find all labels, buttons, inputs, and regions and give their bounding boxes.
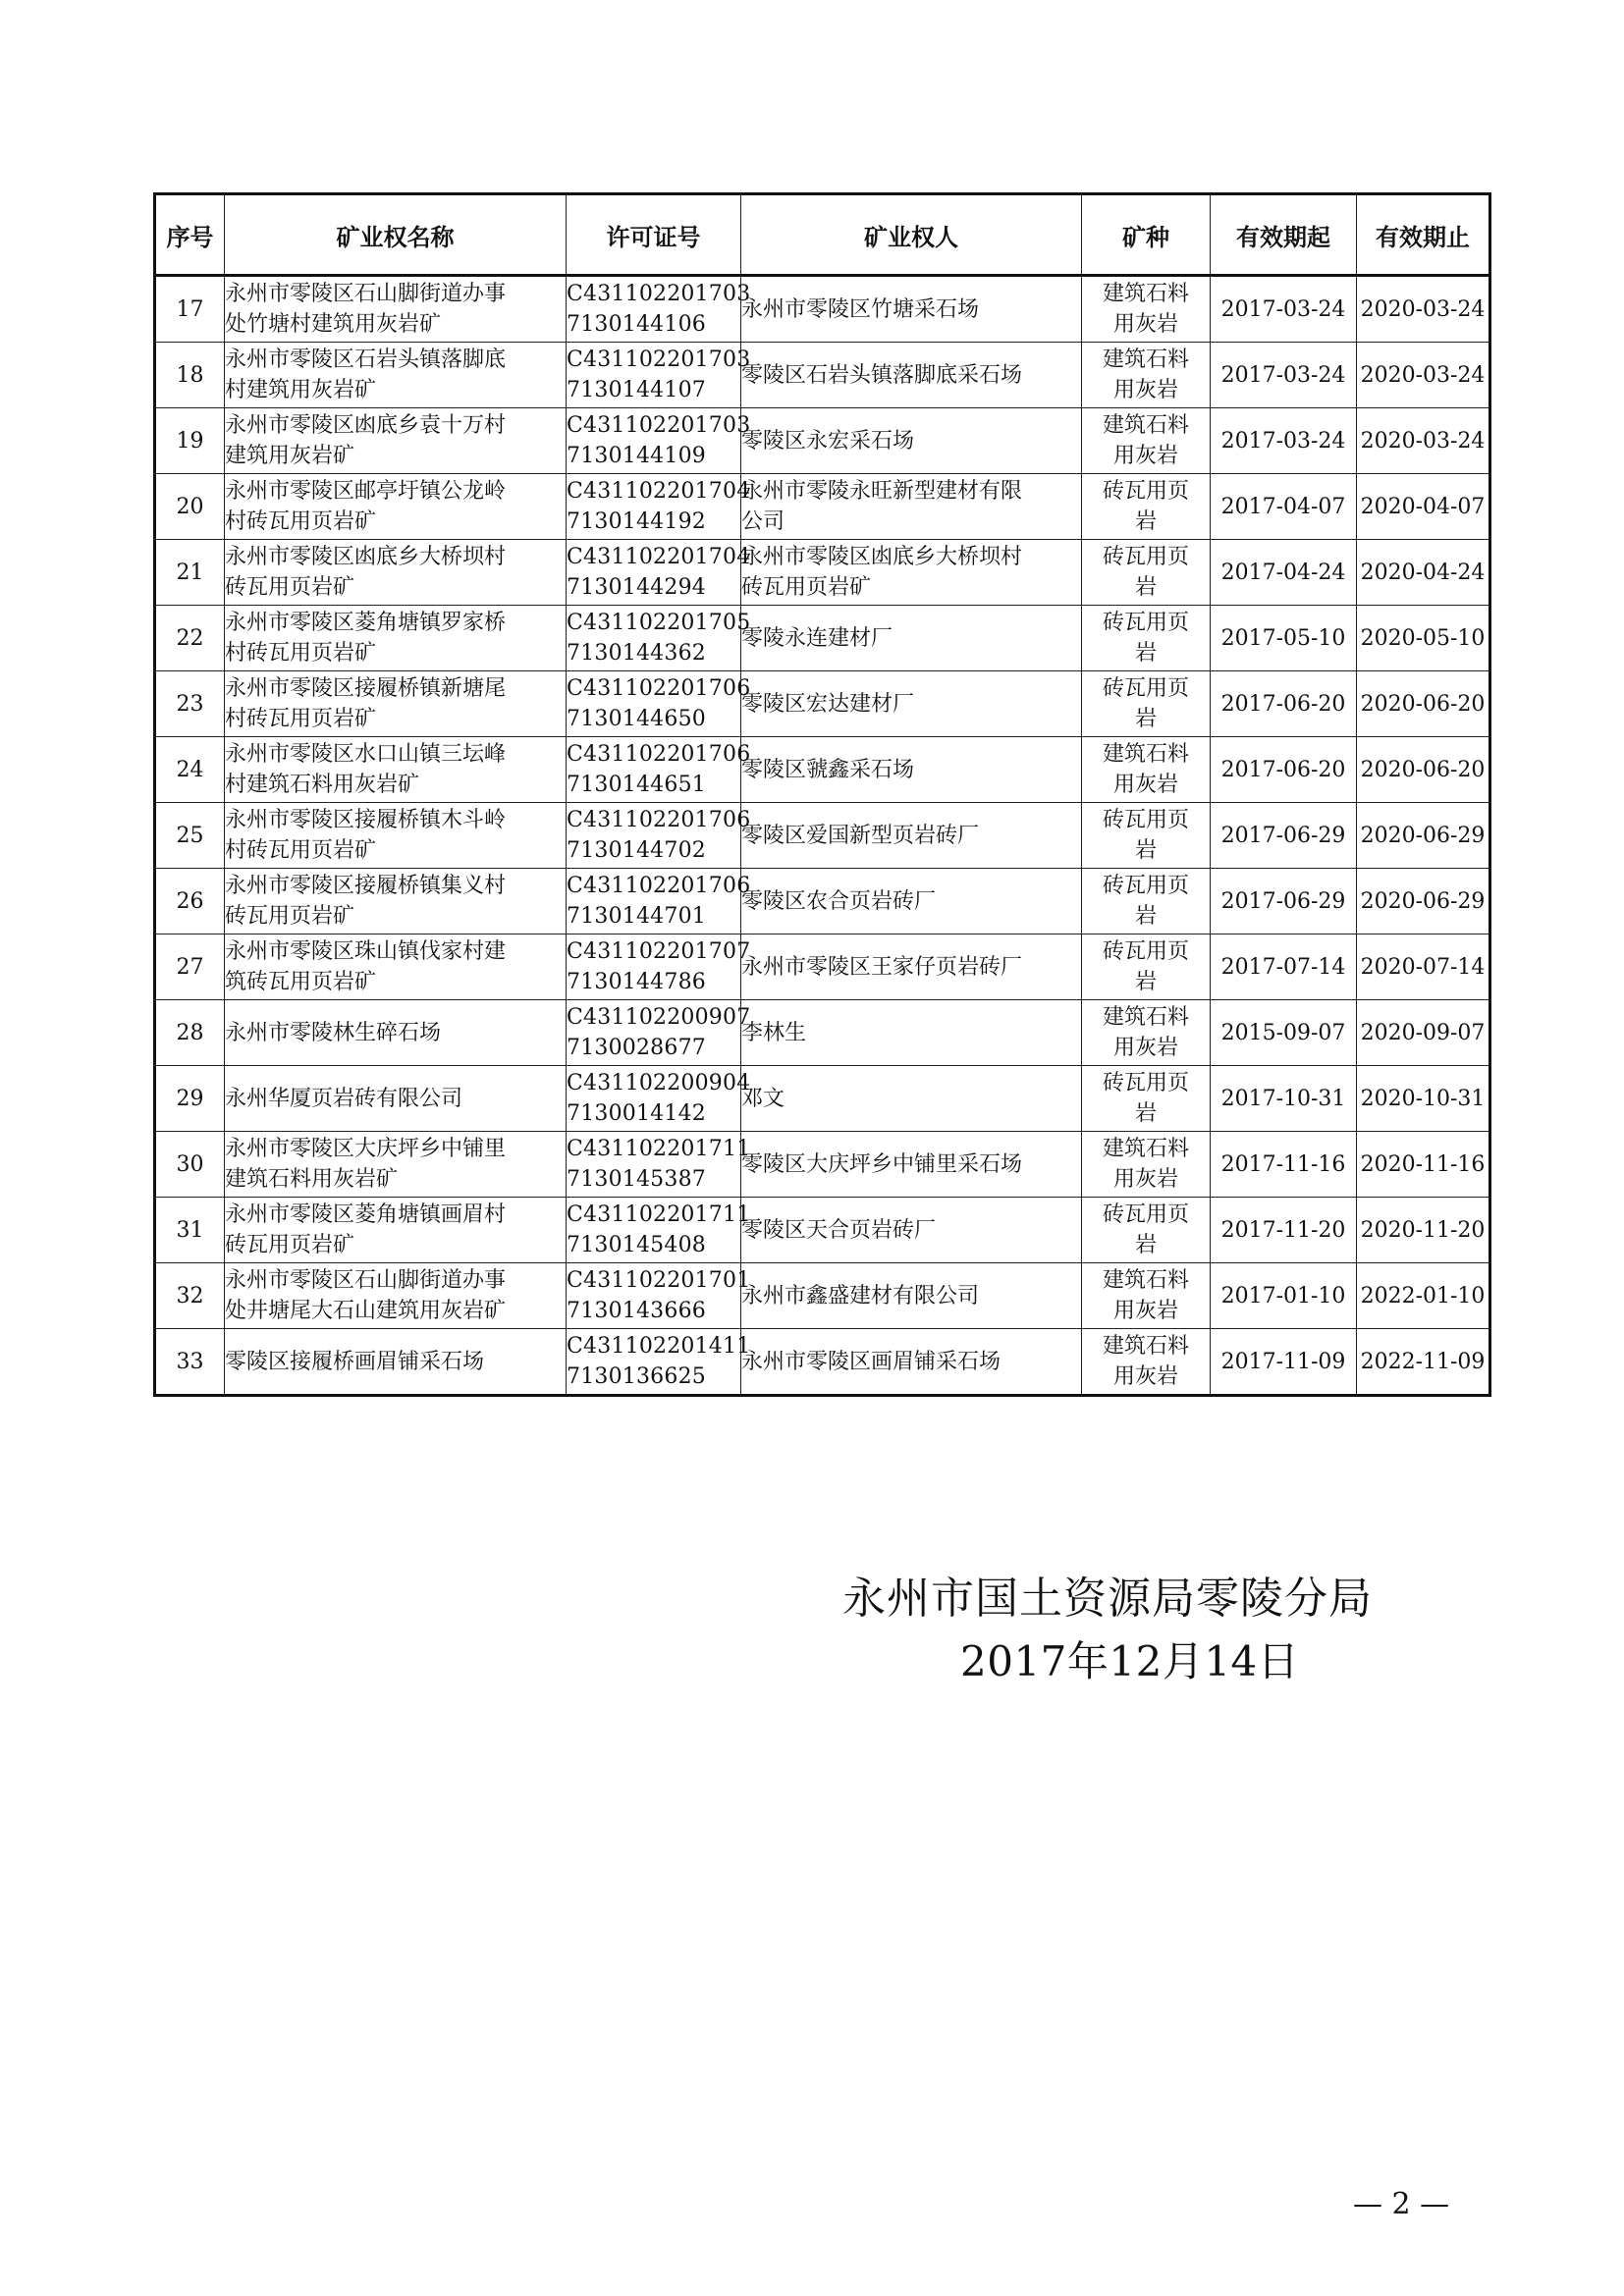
cell-mineral-line: 建筑石料 xyxy=(1102,413,1189,438)
cell-right-name xyxy=(225,934,567,1000)
cell-right-name-line: 永州市零陵区凼底乡大桥坝村 xyxy=(225,545,507,569)
cell-right-name-line: 永州市零陵区石山脚街道办事 xyxy=(225,282,507,306)
cell-license-no-line: 7130144107 xyxy=(567,378,706,402)
cell-mineral-line: 用灰岩 xyxy=(1112,773,1178,797)
cell-license-no-line: 7130144650 xyxy=(567,707,706,731)
cell-right-name xyxy=(225,1263,567,1329)
cell-valid-from: 2017-03-24 xyxy=(1211,408,1357,474)
cell-right-name-line: 村砖瓦用页岩矿 xyxy=(225,707,377,731)
cell-serial: 18 xyxy=(155,343,225,408)
cell-holder-line: 零陵区宏达建材厂 xyxy=(741,691,915,717)
cell-right-name xyxy=(225,869,567,934)
table-row xyxy=(155,671,1490,737)
table-row xyxy=(155,1198,1490,1263)
cell-right-name-line: 处井塘尾大石山建筑用灰岩矿 xyxy=(225,1299,507,1323)
cell-serial: 31 xyxy=(155,1198,225,1263)
table-row xyxy=(155,737,1490,803)
cell-holder xyxy=(741,606,1082,671)
cell-valid-to: 2020-04-24 xyxy=(1357,540,1490,606)
cell-license-no-line: C431102200907 xyxy=(567,1005,751,1030)
cell-mineral xyxy=(1082,606,1211,671)
cell-mineral xyxy=(1082,1000,1211,1066)
cell-license-no-line: 7130144192 xyxy=(567,509,706,534)
cell-mineral xyxy=(1082,671,1211,737)
cell-mineral-line: 砖瓦用页 xyxy=(1102,545,1189,569)
cell-holder xyxy=(741,1198,1082,1263)
cell-holder-line: 零陵区爱国新型页岩砖厂 xyxy=(741,823,980,848)
cell-holder xyxy=(741,1000,1082,1066)
cell-mineral-line: 岩 xyxy=(1134,509,1157,534)
cell-license-no-line: C431102201706 xyxy=(567,676,751,701)
cell-mineral-line: 建筑石料 xyxy=(1102,742,1189,767)
cell-serial: 17 xyxy=(155,276,225,343)
cell-mineral xyxy=(1082,343,1211,408)
cell-license-no-line: C431102201703 xyxy=(567,413,751,438)
cell-holder-line: 砖瓦用页岩矿 xyxy=(741,575,872,600)
cell-license-no-line: 7130144362 xyxy=(567,641,706,666)
cell-mineral xyxy=(1082,934,1211,1000)
cell-license-no xyxy=(567,737,751,803)
table-row xyxy=(155,276,1490,343)
cell-mineral xyxy=(1082,1329,1211,1396)
cell-license-no-line: C431102201704 xyxy=(567,479,751,504)
cell-license-no xyxy=(567,606,751,671)
cell-valid-to: 2020-05-10 xyxy=(1357,606,1490,671)
cell-right-name xyxy=(225,1132,567,1198)
cell-holder-line: 永州市零陵区竹塘采石场 xyxy=(741,296,980,322)
cell-license-no-line: 7130144701 xyxy=(567,904,706,929)
cell-right-name-line: 永州市零陵区石山脚街道办事 xyxy=(225,1268,507,1293)
cell-mineral-line: 岩 xyxy=(1134,575,1157,600)
cell-license-no-line: C431102201711 xyxy=(567,1137,751,1161)
cell-license-no-line: 7130014142 xyxy=(567,1101,706,1126)
cell-mineral-line: 建筑石料 xyxy=(1102,1334,1189,1359)
table-row xyxy=(155,540,1490,606)
cell-license-no xyxy=(567,1000,751,1066)
cell-valid-from: 2017-10-31 xyxy=(1211,1066,1357,1132)
cell-valid-from: 2015-09-07 xyxy=(1211,1000,1357,1066)
cell-license-no-line: C431102201706 xyxy=(567,742,751,767)
cell-valid-to: 2020-10-31 xyxy=(1357,1066,1490,1132)
cell-mineral xyxy=(1082,540,1211,606)
cell-right-name-line: 砖瓦用页岩矿 xyxy=(225,1233,355,1257)
cell-holder-line: 李林生 xyxy=(741,1020,807,1045)
table-row xyxy=(155,803,1490,869)
cell-serial: 22 xyxy=(155,606,225,671)
cell-license-no xyxy=(567,343,751,408)
cell-license-no xyxy=(567,1329,751,1396)
cell-mineral-line: 砖瓦用页 xyxy=(1102,676,1189,701)
cell-right-name-line: 砖瓦用页岩矿 xyxy=(225,904,355,929)
cell-right-name-line: 建筑用灰岩矿 xyxy=(225,444,355,468)
cell-mineral-line: 用灰岩 xyxy=(1112,1036,1178,1060)
cell-mineral xyxy=(1082,408,1211,474)
cell-holder xyxy=(741,934,1082,1000)
cell-mineral xyxy=(1082,737,1211,803)
cell-holder xyxy=(741,1329,1082,1396)
cell-valid-from: 2017-03-24 xyxy=(1211,343,1357,408)
cell-license-no-line: 7130143666 xyxy=(567,1299,706,1323)
cell-holder-line: 永州市零陵区凼底乡大桥坝村 xyxy=(741,545,1023,569)
cell-valid-from: 2017-11-20 xyxy=(1211,1198,1357,1263)
cell-valid-to: 2022-01-10 xyxy=(1357,1263,1490,1329)
cell-license-no-line: 7130144106 xyxy=(567,312,706,337)
header-license-no: 许可证号 xyxy=(567,194,741,276)
cell-right-name-line: 砖瓦用页岩矿 xyxy=(225,575,355,600)
cell-holder xyxy=(741,737,1082,803)
cell-holder-line: 永州市零陵永旺新型建材有限 xyxy=(741,479,1023,504)
cell-holder xyxy=(741,474,1082,540)
cell-mineral-line: 用灰岩 xyxy=(1112,1167,1178,1192)
table-row xyxy=(155,869,1490,934)
cell-valid-to: 2020-06-20 xyxy=(1357,737,1490,803)
cell-license-no xyxy=(567,934,751,1000)
cell-right-name-line: 村砖瓦用页岩矿 xyxy=(225,641,377,666)
cell-license-no xyxy=(567,408,751,474)
cell-mineral-line: 用灰岩 xyxy=(1112,1299,1178,1323)
cell-right-name-line: 永州华厦页岩砖有限公司 xyxy=(225,1086,463,1111)
cell-holder-line: 永州市零陵区王家仔页岩砖厂 xyxy=(741,954,1023,980)
cell-valid-to: 2020-03-24 xyxy=(1357,276,1490,343)
cell-license-no-line: C431102201705 xyxy=(567,611,751,635)
cell-holder-line: 零陵区虢鑫采石场 xyxy=(741,757,915,782)
cell-right-name-line: 永州市零陵区大庆坪乡中铺里 xyxy=(225,1137,507,1161)
cell-valid-from: 2017-06-29 xyxy=(1211,803,1357,869)
issuing-organization: 永州市国土资源局零陵分局 xyxy=(842,1574,1373,1624)
cell-holder-line: 零陵区天合页岩砖厂 xyxy=(741,1217,937,1243)
cell-right-name-line: 永州市零陵区接履桥镇新塘尾 xyxy=(225,676,507,701)
cell-mineral xyxy=(1082,1066,1211,1132)
cell-license-no-line: 7130144294 xyxy=(567,575,706,600)
cell-right-name-line: 村建筑石料用灰岩矿 xyxy=(225,773,420,797)
table-body xyxy=(155,276,1490,1396)
cell-right-name xyxy=(225,606,567,671)
cell-license-no xyxy=(567,1066,751,1132)
cell-mineral-line: 砖瓦用页 xyxy=(1102,874,1189,898)
cell-mineral-line: 建筑石料 xyxy=(1102,1268,1189,1293)
cell-holder-line: 零陵区农合页岩砖厂 xyxy=(741,888,937,914)
cell-holder xyxy=(741,276,1082,343)
cell-right-name xyxy=(225,1198,567,1263)
cell-license-no xyxy=(567,1132,751,1198)
cell-license-no-line: 7130145387 xyxy=(567,1167,706,1192)
cell-serial: 20 xyxy=(155,474,225,540)
cell-holder xyxy=(741,540,1082,606)
cell-valid-from: 2017-06-29 xyxy=(1211,869,1357,934)
cell-license-no xyxy=(567,803,751,869)
cell-mineral-line: 用灰岩 xyxy=(1112,378,1178,402)
cell-valid-to: 2020-04-07 xyxy=(1357,474,1490,540)
cell-right-name-line: 村砖瓦用页岩矿 xyxy=(225,509,377,534)
cell-license-no-line: C431102201706 xyxy=(567,808,751,832)
cell-valid-to: 2020-06-29 xyxy=(1357,869,1490,934)
cell-mineral-line: 岩 xyxy=(1134,641,1157,666)
cell-mineral-line: 建筑石料 xyxy=(1102,282,1189,306)
cell-valid-from: 2017-04-24 xyxy=(1211,540,1357,606)
cell-valid-to: 2020-07-14 xyxy=(1357,934,1490,1000)
table-row xyxy=(155,408,1490,474)
cell-holder-line: 公司 xyxy=(741,509,785,534)
cell-license-no-line: 7130144702 xyxy=(567,838,706,863)
cell-license-no-line: C431102201711 xyxy=(567,1202,751,1227)
cell-valid-to: 2022-11-09 xyxy=(1357,1329,1490,1396)
cell-holder-line: 邓文 xyxy=(741,1086,785,1111)
issue-date: 2017年12月14日 xyxy=(960,1637,1300,1685)
table-row xyxy=(155,606,1490,671)
cell-mineral xyxy=(1082,474,1211,540)
cell-license-no-line: 7130136625 xyxy=(567,1364,706,1389)
table-row xyxy=(155,343,1490,408)
mining-rights-table xyxy=(153,192,1491,1397)
cell-valid-to: 2020-06-20 xyxy=(1357,671,1490,737)
cell-valid-from: 2017-05-10 xyxy=(1211,606,1357,671)
cell-serial: 25 xyxy=(155,803,225,869)
cell-serial: 21 xyxy=(155,540,225,606)
cell-serial: 32 xyxy=(155,1263,225,1329)
cell-mineral xyxy=(1082,1132,1211,1198)
cell-license-no-line: C431102201703 xyxy=(567,282,751,306)
cell-mineral-line: 用灰岩 xyxy=(1112,312,1178,337)
cell-right-name xyxy=(225,474,567,540)
cell-license-no-line: C431102201706 xyxy=(567,874,751,898)
cell-right-name-line: 永州市零陵区接履桥镇集义村 xyxy=(225,874,507,898)
page-number: — 2 — xyxy=(1353,2187,1450,2221)
cell-holder-line: 零陵区永宏采石场 xyxy=(741,428,915,454)
header-right-name: 矿业权名称 xyxy=(225,194,567,276)
table-row xyxy=(155,1263,1490,1329)
cell-holder-line: 永州市零陵区画眉铺采石场 xyxy=(741,1349,1001,1374)
cell-serial: 29 xyxy=(155,1066,225,1132)
cell-mineral-line: 岩 xyxy=(1134,904,1157,929)
table-header-row xyxy=(155,194,1490,276)
cell-mineral-line: 砖瓦用页 xyxy=(1102,1071,1189,1095)
cell-right-name-line: 永州市零陵区接履桥镇木斗岭 xyxy=(225,808,507,832)
cell-right-name xyxy=(225,1329,567,1396)
cell-mineral-line: 砖瓦用页 xyxy=(1102,808,1189,832)
cell-holder xyxy=(741,408,1082,474)
table-row xyxy=(155,1329,1490,1396)
cell-mineral xyxy=(1082,276,1211,343)
cell-right-name xyxy=(225,540,567,606)
cell-license-no xyxy=(567,540,751,606)
table-row xyxy=(155,934,1490,1000)
cell-mineral-line: 用灰岩 xyxy=(1112,1364,1178,1389)
cell-license-no xyxy=(567,474,751,540)
cell-serial: 23 xyxy=(155,671,225,737)
cell-holder xyxy=(741,1263,1082,1329)
cell-valid-from: 2017-01-10 xyxy=(1211,1263,1357,1329)
header-valid-from: 有效期起 xyxy=(1211,194,1357,276)
cell-mineral xyxy=(1082,1198,1211,1263)
cell-valid-to: 2020-11-20 xyxy=(1357,1198,1490,1263)
cell-mineral-line: 砖瓦用页 xyxy=(1102,611,1189,635)
cell-right-name xyxy=(225,343,567,408)
cell-right-name xyxy=(225,1000,567,1066)
header-serial: 序号 xyxy=(155,194,225,276)
cell-valid-to: 2020-06-29 xyxy=(1357,803,1490,869)
cell-right-name xyxy=(225,408,567,474)
cell-serial: 19 xyxy=(155,408,225,474)
cell-holder xyxy=(741,671,1082,737)
cell-license-no-line: C431102201411 xyxy=(567,1334,751,1359)
header-mineral: 矿种 xyxy=(1082,194,1211,276)
header-holder: 矿业权人 xyxy=(741,194,1082,276)
cell-mineral xyxy=(1082,869,1211,934)
cell-right-name xyxy=(225,671,567,737)
cell-license-no-line: C431102201707 xyxy=(567,939,751,964)
cell-license-no xyxy=(567,671,751,737)
cell-license-no-line: C431102200904 xyxy=(567,1071,751,1095)
cell-right-name-line: 永州市零陵区石岩头镇落脚底 xyxy=(225,347,507,372)
cell-mineral-line: 建筑石料 xyxy=(1102,1005,1189,1030)
cell-mineral-line: 砖瓦用页 xyxy=(1102,939,1189,964)
cell-mineral-line: 岩 xyxy=(1134,707,1157,731)
cell-holder xyxy=(741,1066,1082,1132)
cell-valid-from: 2017-11-16 xyxy=(1211,1132,1357,1198)
cell-valid-from: 2017-06-20 xyxy=(1211,737,1357,803)
cell-right-name xyxy=(225,1066,567,1132)
cell-right-name xyxy=(225,737,567,803)
cell-right-name-line: 永州市零陵林生碎石场 xyxy=(225,1020,442,1045)
cell-right-name-line: 村砖瓦用页岩矿 xyxy=(225,838,377,863)
cell-mineral-line: 岩 xyxy=(1134,1233,1157,1257)
cell-mineral-line: 砖瓦用页 xyxy=(1102,479,1189,504)
cell-right-name-line: 永州市零陵区邮亭圩镇公龙岭 xyxy=(225,479,507,504)
cell-right-name-line: 永州市零陵区凼底乡袁十万村 xyxy=(225,413,507,438)
cell-holder-line: 零陵区大庆坪乡中铺里采石场 xyxy=(741,1151,1023,1177)
table-row xyxy=(155,474,1490,540)
cell-right-name xyxy=(225,803,567,869)
cell-valid-to: 2020-03-24 xyxy=(1357,343,1490,408)
cell-license-no xyxy=(567,1263,751,1329)
cell-mineral xyxy=(1082,803,1211,869)
cell-mineral xyxy=(1082,1263,1211,1329)
cell-serial: 33 xyxy=(155,1329,225,1396)
cell-valid-to: 2020-09-07 xyxy=(1357,1000,1490,1066)
cell-license-no-line: 7130144786 xyxy=(567,970,706,994)
cell-holder xyxy=(741,1132,1082,1198)
cell-right-name-line: 建筑石料用灰岩矿 xyxy=(225,1167,399,1192)
header-valid-to: 有效期止 xyxy=(1357,194,1490,276)
cell-holder-line: 永州市鑫盛建材有限公司 xyxy=(741,1283,980,1308)
table-row xyxy=(155,1132,1490,1198)
cell-license-no xyxy=(567,1198,751,1263)
cell-mineral-line: 建筑石料 xyxy=(1102,347,1189,372)
cell-valid-from: 2017-03-24 xyxy=(1211,276,1357,343)
cell-valid-to: 2020-03-24 xyxy=(1357,408,1490,474)
cell-right-name-line: 零陵区接履桥画眉铺采石场 xyxy=(225,1349,485,1374)
cell-license-no-line: 7130144651 xyxy=(567,773,706,797)
cell-valid-to: 2020-11-16 xyxy=(1357,1132,1490,1198)
cell-right-name-line: 村建筑用灰岩矿 xyxy=(225,378,377,402)
cell-right-name-line: 永州市零陵区珠山镇伐家村建 xyxy=(225,939,507,964)
cell-mineral-line: 岩 xyxy=(1134,970,1157,994)
cell-holder-line: 零陵区石岩头镇落脚底采石场 xyxy=(741,362,1023,388)
cell-holder xyxy=(741,869,1082,934)
cell-license-no-line: 7130028677 xyxy=(567,1036,706,1060)
cell-license-no xyxy=(567,276,751,343)
cell-serial: 28 xyxy=(155,1000,225,1066)
cell-license-no-line: C431102201701 xyxy=(567,1268,751,1293)
cell-license-no-line: C431102201704 xyxy=(567,545,751,569)
cell-mineral-line: 岩 xyxy=(1134,838,1157,863)
cell-valid-from: 2017-06-20 xyxy=(1211,671,1357,737)
cell-right-name-line: 永州市零陵区菱角塘镇画眉村 xyxy=(225,1202,507,1227)
cell-mineral-line: 岩 xyxy=(1134,1101,1157,1126)
cell-license-no-line: C431102201703 xyxy=(567,347,751,372)
cell-license-no-line: 7130145408 xyxy=(567,1233,706,1257)
cell-holder xyxy=(741,343,1082,408)
cell-serial: 27 xyxy=(155,934,225,1000)
cell-holder xyxy=(741,803,1082,869)
table-row xyxy=(155,1066,1490,1132)
cell-right-name-line: 处竹塘村建筑用灰岩矿 xyxy=(225,312,442,337)
cell-license-no-line: 7130144109 xyxy=(567,444,706,468)
cell-serial: 26 xyxy=(155,869,225,934)
cell-valid-from: 2017-11-09 xyxy=(1211,1329,1357,1396)
cell-holder-line: 零陵永连建材厂 xyxy=(741,625,893,651)
cell-mineral-line: 砖瓦用页 xyxy=(1102,1202,1189,1227)
cell-valid-from: 2017-07-14 xyxy=(1211,934,1357,1000)
cell-mineral-line: 用灰岩 xyxy=(1112,444,1178,468)
cell-right-name xyxy=(225,276,567,343)
cell-mineral-line: 建筑石料 xyxy=(1102,1137,1189,1161)
cell-serial: 24 xyxy=(155,737,225,803)
cell-license-no xyxy=(567,869,751,934)
cell-right-name-line: 永州市零陵区菱角塘镇罗家桥 xyxy=(225,611,507,635)
cell-right-name-line: 筑砖瓦用页岩矿 xyxy=(225,970,377,994)
cell-valid-from: 2017-04-07 xyxy=(1211,474,1357,540)
table-row xyxy=(155,1000,1490,1066)
cell-serial: 30 xyxy=(155,1132,225,1198)
cell-right-name-line: 永州市零陵区水口山镇三坛峰 xyxy=(225,742,507,767)
